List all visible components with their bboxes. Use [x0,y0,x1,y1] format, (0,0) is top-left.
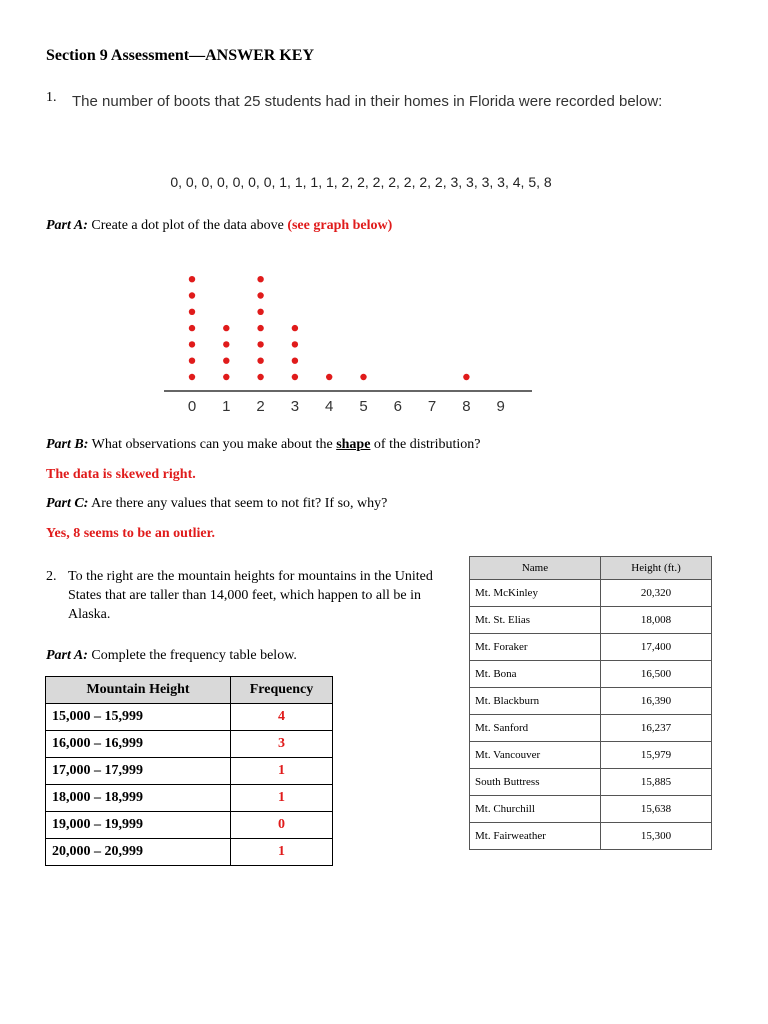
height-range-cell: 20,000 – 20,999 [46,839,231,866]
frequency-cell: 4 [231,704,333,731]
data-dot [257,325,263,331]
data-dot [292,325,298,331]
mountain-name-cell: South Buttress [470,769,601,796]
question-2-number: 2. [46,569,57,584]
q1-part-a-answer: (see graph below) [287,218,393,233]
mountain-heights-table [469,556,712,850]
q1-part-a-text: Create a dot plot of the data above [91,218,284,233]
q1-part-c [46,496,387,512]
question-1-number: 1. [46,90,57,105]
question-2 [46,567,433,622]
height-range-cell: 16,000 – 16,999 [46,731,231,758]
table-row [46,758,333,785]
data-dot [257,374,263,380]
q2-part-a-text: Complete the frequency table below. [91,648,297,663]
tick-label: 6 [393,398,402,415]
mountain-height-cell: 16,390 [601,688,712,715]
q2-part-a [46,648,297,664]
mountain-name-cell: Mt. Vancouver [470,742,601,769]
table-row [470,607,712,634]
mountain-height-cell: 18,008 [601,607,712,634]
q1-part-a [46,218,392,234]
table-row [46,812,333,839]
q1-part-c-label: Part C: [46,496,89,511]
data-dot [189,374,195,380]
tick-label: 3 [290,398,300,415]
tick-label: 9 [496,398,505,415]
frequency-cell: 1 [231,839,333,866]
height-range-cell: 17,000 – 17,999 [46,758,231,785]
q1-part-b-label: Part B: [46,437,89,452]
q2-part-a-label: Part A: [46,648,88,663]
tick-label: 5 [359,398,368,415]
table-row [470,661,712,688]
data-dot [326,374,332,380]
data-dot [257,341,263,347]
frequency-header-height: Mountain Height [46,677,231,704]
tick-label: 2 [256,398,265,415]
data-dot [463,374,469,380]
table-row [46,731,333,758]
q1-part-b-text-before: What observations can you make about the [91,437,333,452]
tick-label: 7 [427,398,437,415]
mountain-height-cell: 15,979 [601,742,712,769]
table-row [470,715,712,742]
data-dot [257,292,263,298]
tick-label: 8 [462,398,471,415]
data-dot [189,292,195,298]
data-dot [257,276,263,282]
tick-label: 4 [325,398,334,415]
table-row [46,839,333,866]
data-dot [189,358,195,364]
q1-part-b-emph: shape [336,437,371,452]
table-row [470,769,712,796]
q1-part-a-label: Part A: [46,218,88,233]
mountain-height-cell: 15,638 [601,796,712,823]
data-dot [292,358,298,364]
q1-part-b-answer: The data is skewed right. [46,467,196,482]
data-dot [189,276,195,282]
mountain-height-cell: 20,320 [601,580,712,607]
q1-part-c-answer: Yes, 8 seems to be an outlier. [46,526,216,541]
mountain-name-cell: Mt. Fairweather [470,823,601,850]
mountain-name-cell: Mt. Bona [470,661,601,688]
mountain-name-cell: Mt. St. Elias [470,607,601,634]
mountain-name-cell: Mt. Foraker [470,634,601,661]
frequency-table [45,676,333,866]
data-dot [189,325,195,331]
frequency-cell: 1 [231,785,333,812]
data-dot [257,309,263,315]
mountain-height-cell: 16,237 [601,715,712,742]
table-row [46,785,333,812]
table-row [470,688,712,715]
height-range-cell: 18,000 – 18,999 [46,785,231,812]
mountain-name-cell: Mt. Sanford [470,715,601,742]
dot-plot [150,265,550,420]
table-row [470,580,712,607]
data-dot [223,341,229,347]
question-1-text: The number of boots that 25 students had in their homes in Florida were recorded below: [72,93,663,110]
question-2-text: To the right are the mountain heights for mountains in the United States that are taller than 14,000 feet, which happen to all be in Alaska. [68,569,433,622]
mountain-header-height: Height (ft.) [601,557,712,580]
data-dot [292,374,298,380]
data-dot [189,309,195,315]
mountain-table-header [470,557,712,580]
tick-label: 0 [187,398,197,415]
table-row [46,704,333,731]
mountain-name-cell: Mt. Churchill [470,796,601,823]
frequency-table-header [46,677,333,704]
tick-label: 1 [222,398,231,415]
page-title: Section 9 Assessment—ANSWER KEY [46,47,315,64]
data-dot [292,341,298,347]
table-row [470,634,712,661]
table-row [470,796,712,823]
height-range-cell: 19,000 – 19,999 [46,812,231,839]
table-row [470,742,712,769]
q1-part-b [46,437,480,453]
mountain-height-cell: 15,300 [601,823,712,850]
mountain-name-cell: Mt. McKinley [470,580,601,607]
table-row [470,823,712,850]
mountain-name-cell: Mt. Blackburn [470,688,601,715]
data-dot [257,358,263,364]
dot-plot-dots [189,276,470,380]
data-dot [223,358,229,364]
frequency-header-frequency: Frequency [231,677,333,704]
q1-part-b-text-after: of the distribution? [373,437,481,452]
dot-plot-tick-labels [188,398,505,415]
mountain-height-cell: 16,500 [601,661,712,688]
data-dot [223,325,229,331]
height-range-cell: 15,000 – 15,999 [46,704,231,731]
frequency-cell: 0 [231,812,333,839]
data-dot [223,374,229,380]
mountain-height-cell: 17,400 [601,634,712,661]
data-dot [189,341,195,347]
data-dot [360,374,366,380]
q1-part-c-text: Are there any values that seem to not fit? If so, why? [91,496,388,511]
frequency-cell: 1 [231,758,333,785]
mountain-header-name: Name [470,557,601,580]
question-1-data-values: 0, 0, 0, 0, 0, 0, 0, 1, 1, 1, 1, 2, 2, 2, 2, 2, 2, 2, 3, 3, 3, 3, 4, 5, 8 [170,174,552,190]
frequency-cell: 3 [231,731,333,758]
mountain-height-cell: 15,885 [601,769,712,796]
